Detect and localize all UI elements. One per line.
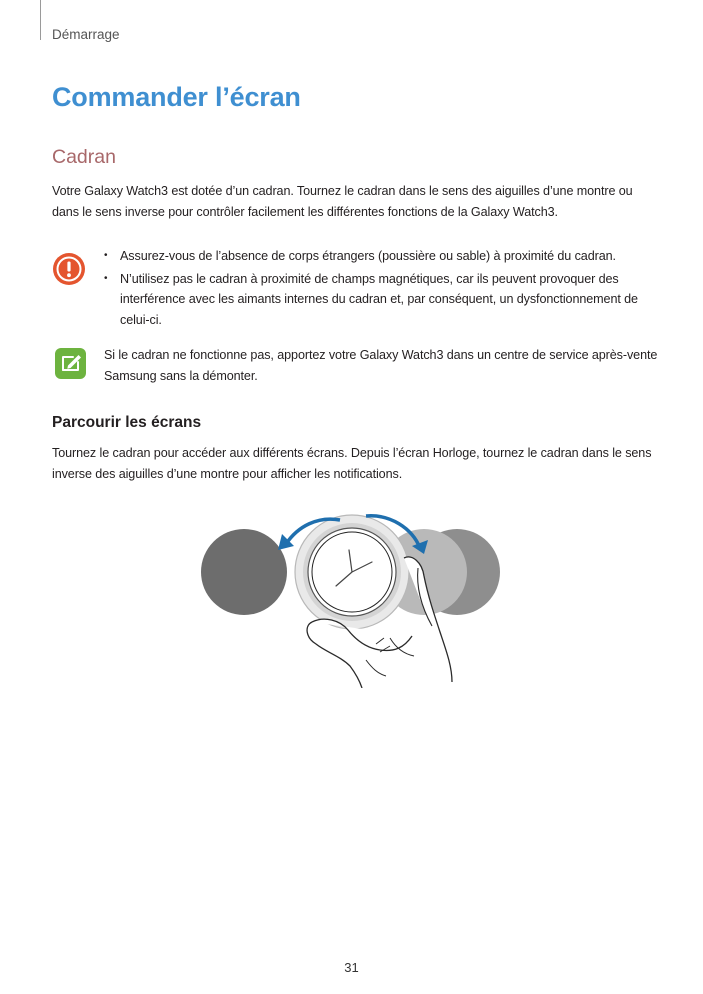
warning-list (104, 246, 664, 332)
bullet: • (104, 250, 108, 261)
subsection-heading: Parcourir les écrans (52, 414, 202, 431)
pencil-note-icon (54, 347, 87, 380)
intro-paragraph: Votre Galaxy Watch3 est dotée d’un cadran. Tournez le cadran dans le sens des aiguilles d’une montre ou dans le sens inverse pour contrôler facilement les différentes fonctions de la Galaxy Watch3. (52, 184, 633, 219)
warning-text: N’utilisez pas le cadran à proximité de champs magnétiques, car ils peuvent provoquer des interférence avec les aimants internes du cadran et, par conséquent, un dysfonctionnement de celui-ci. (120, 271, 638, 327)
bezel-rotation-illustration (190, 498, 520, 688)
left-screen-circle (201, 529, 287, 615)
page-margin-rule (40, 0, 41, 40)
page-title: Commander l’écran (52, 82, 301, 112)
warning-text: Assurez-vous de l’absence de corps étrangers (poussière ou sable) à proximité du cadran. (120, 249, 616, 263)
warning-item (104, 246, 664, 267)
bullet: • (104, 272, 108, 284)
running-header: Démarrage (52, 27, 120, 42)
warning-item (104, 269, 664, 331)
exclamation-circle-icon (52, 252, 86, 286)
subsection-paragraph: Tournez le cadran pour accéder aux différents écrans. Depuis l’écran Horloge, tournez le cadran dans le sens inverse des aiguilles d’une montre pour afficher les notifications. (52, 446, 652, 481)
page-number: 31 (344, 960, 359, 975)
section-heading-cadran: Cadran (52, 146, 116, 168)
note-text: Si le cadran ne fonctionne pas, apportez votre Galaxy Watch3 dans un centre de service après-vente Samsung sans la démonter. (104, 348, 658, 383)
